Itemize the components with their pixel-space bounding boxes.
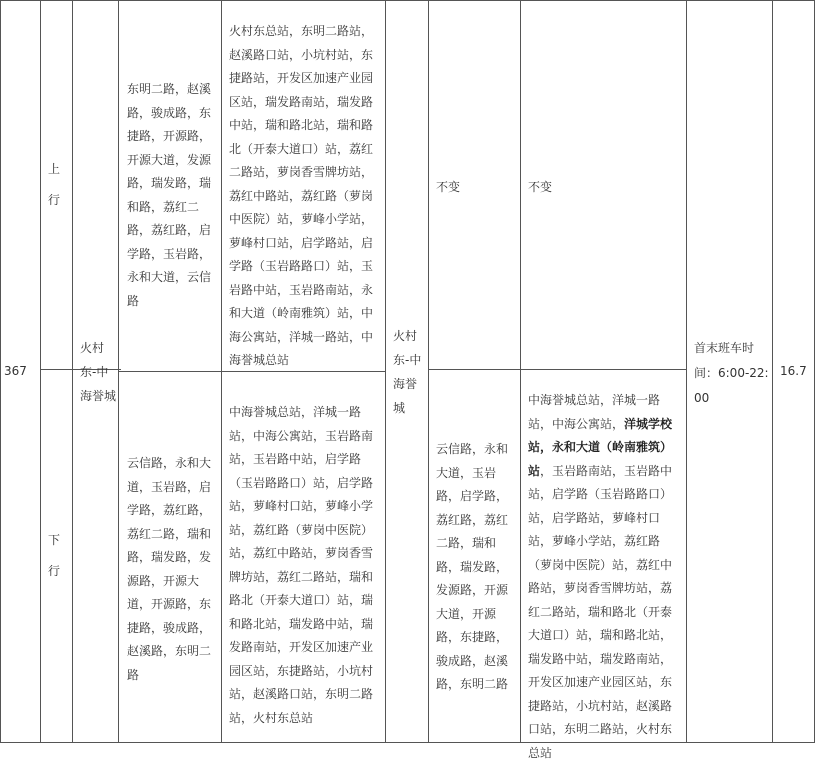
upbound-stops-before: 火村东总站，东明二路站，赵溪路口站，小坑村站，东捷路站，开发区加速产业园区站，瑞发路南站，瑞发路中站，瑞和路北站，瑞和路北（开泰大道口）站，荔红二路站，萝岗香雪牌坊站，荔红中路站，荔红路（萝岗中医院）站，萝峰小学站，萝峰村口站，启学路站，启学路（玉岩路路口）站，玉岩路中站，玉岩路南站，永和大道（岭南雅筑）站，中海公寓站，洋城一路站，中海誉城总站 xyxy=(229,24,374,367)
stops-after-part2: ，玉岩路南站，玉岩路中站，启学路（玉岩路路口）站，启学路站，萝峰村口站，萝峰小学站，荔红路（萝岗中医院）站，荔红中路站，萝岗香雪牌坊站，荔红二路站，瑞和路北（开泰大道口）站，瑞和路北站，瑞发路中站，瑞发路南站，开发区加速产业园区站，东捷路站，小坑村站，赵溪路口站，东明二路站，火村东总站 xyxy=(528,463,673,760)
upbound-roads-before: 东明二路，赵溪路，骏成路，东捷路，开源路，开源大道，发源路，瑞发路，瑞和路，荔红二路，荔红路，启学路，玉岩路，永和大道，云信路 xyxy=(127,82,212,308)
grid-line xyxy=(686,0,687,743)
direction-up: 上行 xyxy=(48,161,61,207)
grid-line xyxy=(72,0,73,743)
downbound-stops-before: 中海誉城总站，洋城一路站，中海公寓站，玉岩路南站，玉岩路中站，启学路（玉岩路路口）站，启学路站，萝峰村口站，萝峰小学站，荔红路（萝岗中医院）站，荔红中路站，萝岗香雪牌坊站，荔红二路站，瑞和路北（开泰大道口）站，瑞和路北站，瑞发路中站，瑞发路南站，开发区加速产业园区站，东捷路站，小坑村站，赵溪路口站，东明二路站，火村东总站 xyxy=(229,405,374,725)
upbound-stops-after: 不变 xyxy=(528,180,553,194)
stops-after-new: 洋城学校站，永和大道（岭南雅筑）站 xyxy=(528,416,673,478)
route-name-after: 火村东-中海誉城 xyxy=(393,328,422,415)
stops-after-part1: 中海誉城总站，洋城一路站，中海公寓站， xyxy=(528,393,661,431)
route-distance: 16.7 xyxy=(780,364,807,378)
grid-line xyxy=(0,0,1,743)
grid-line xyxy=(772,0,773,743)
downbound-roads-before: 云信路，永和大道，玉岩路，启学路，荔红路，荔红二路，瑞和路，瑞发路，发源路，开源大道，开源路，东捷路，骏成路，赵溪路，东明二路 xyxy=(127,456,212,682)
upbound-roads-after: 不变 xyxy=(436,180,461,194)
route-number: 367 xyxy=(4,363,27,378)
direction-down: 下行 xyxy=(48,533,61,578)
service-hours: 首末班车时间：6:00-22:00 xyxy=(694,341,769,405)
route-name-before: 火村东-中海誉城 xyxy=(80,340,117,403)
downbound-roads-after: 云信路，永和大道，玉岩路，启学路，荔红路，荔红二路，瑞和路，瑞发路，发源路，开源大道，开源路，东捷路，骏成路，赵溪路，东明二路 xyxy=(436,442,509,691)
grid-line xyxy=(428,369,686,370)
downbound-stops-after xyxy=(528,389,682,765)
grid-line xyxy=(40,0,41,743)
grid-line xyxy=(428,0,429,743)
grid-line xyxy=(520,0,521,743)
